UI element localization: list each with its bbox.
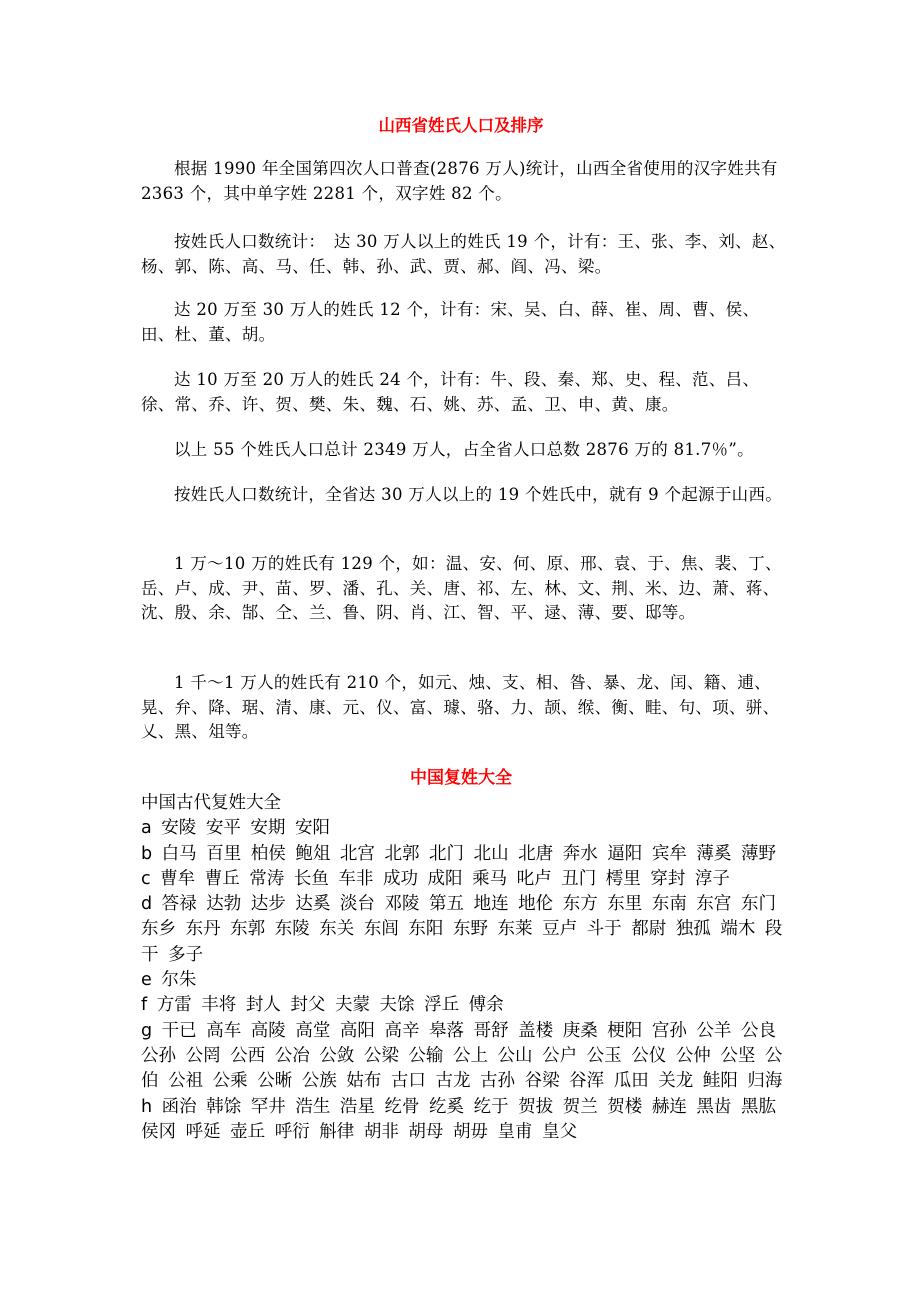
paragraph-200k-300k: 达 20 万至 30 万人的姓氏 12 个，计有：宋、吴、白、薛、崔、周、曹、侯、田、杜、董、胡。	[141, 300, 760, 344]
list-item: a 安陵 安平 安期 安阳	[141, 818, 330, 839]
paragraph-over-300k: 按姓氏人口数统计： 达 30 万人以上的姓氏 19 个，计有：王、张、李、刘、赵、杨、郭、陈、高、马、任、韩、孙、武、贾、郝、阎、冯、梁。	[141, 232, 786, 276]
list-item: e 尔朱	[141, 970, 197, 991]
list-item: g 干已 高车 高陵 高堂 高阳 高辛 皋落 哥舒 盖楼 庚桑 梗阳 宫孙 公羊 公良 公孙 公罔 公西 公冶 公敛 公梁 公输 公上 公山 公户 公玉 公仪 公仲 公坚 公伯 公祖 公乘 公晰 公族 姑布 古口 古龙 古孙 谷梁 谷浑 瓜田 关龙 鲑阳 归海	[141, 1020, 783, 1092]
list-item: h 函治 韩馀 罕井 浩生 浩星 纥骨 纥奚 纥于 贺拔 贺兰 贺楼 赫连 黑齿 黑肱 侯冈 呼延 壶丘 呼衍 斛律 胡非 胡母 胡毋 皇甫 皇父	[141, 1096, 776, 1142]
document-title: 山西省姓氏人口及排序	[378, 116, 544, 135]
list-item: f 方雷 丰将 封人 封父 夫蒙 夫馀 浮丘 傅余	[141, 995, 504, 1016]
paragraph-origin-shanxi: 按姓氏人口数统计，全省达 30 万人以上的 19 个姓氏中，就有 9 个起源于山西。	[174, 485, 783, 504]
paragraph-census-summary: 根据 1990 年全国第四次人口普查(2876 万人)统计，山西全省使用的汉字姓共有 2363 个，其中单字姓 2281 个，双字姓 82 个。	[141, 159, 778, 203]
paragraph-10k-100k: 1 万～10 万的姓氏有 129 个，如：温、安、何、原、邢、袁、于、焦、裴、丁、岳、卢、成、尹、苗、罗、潘、孔、关、唐、祁、左、林、文、荆、米、边、萧、蒋、沈、殷、余、郜、仝、兰、鲁、阴、肖、江、智、平、逯、薄、要、邸等。	[141, 554, 782, 622]
compound-surname-list	[141, 791, 791, 1145]
list-heading: 中国古代复姓大全	[141, 793, 281, 813]
paragraph-total-55: 以上 55 个姓氏人口总计 2349 万人，占全省人口总数 2876 万的 81.7％”。	[174, 440, 754, 459]
section-subtitle: 中国复姓大全	[410, 768, 512, 788]
paragraph-1k-10k: 1 千～1 万人的姓氏有 210 个，如元、烛、支、相、昝、暴、龙、闰、籍、逋、晃、弁、降、琚、清、康、元、仪、富、璩、骆、力、颉、缑、衡、畦、句、项、骈、乂、黑、俎等。	[141, 673, 780, 741]
paragraph-100k-200k: 达 10 万至 20 万人的姓氏 24 个，计有：牛、段、秦、郑、史、程、范、吕、徐、常、乔、许、贺、樊、朱、魏、石、姚、苏、孟、卫、申、黄、康。	[141, 370, 760, 414]
list-item: d 答禄 达勃 达步 达奚 淡台 邓陵 第五 地连 地伦 东方 东里 东南 东宫 东门 东乡 东丹 东郭 东陵 东关 东闾 东阳 东野 东莱 豆卢 斗于 都尉 独孤 端木 段干 多子	[141, 894, 783, 965]
list-item: c 曹牟 曹丘 常涛 长鱼 车非 成功 成阳 乘马 叱卢 丑门 樗里 穿封 淳子	[141, 868, 730, 889]
list-item: b 白马 百里 柏侯 鲍俎 北宫 北郭 北门 北山 北唐 奔水 逼阳 宾牟 薄奚 薄野	[141, 843, 776, 864]
